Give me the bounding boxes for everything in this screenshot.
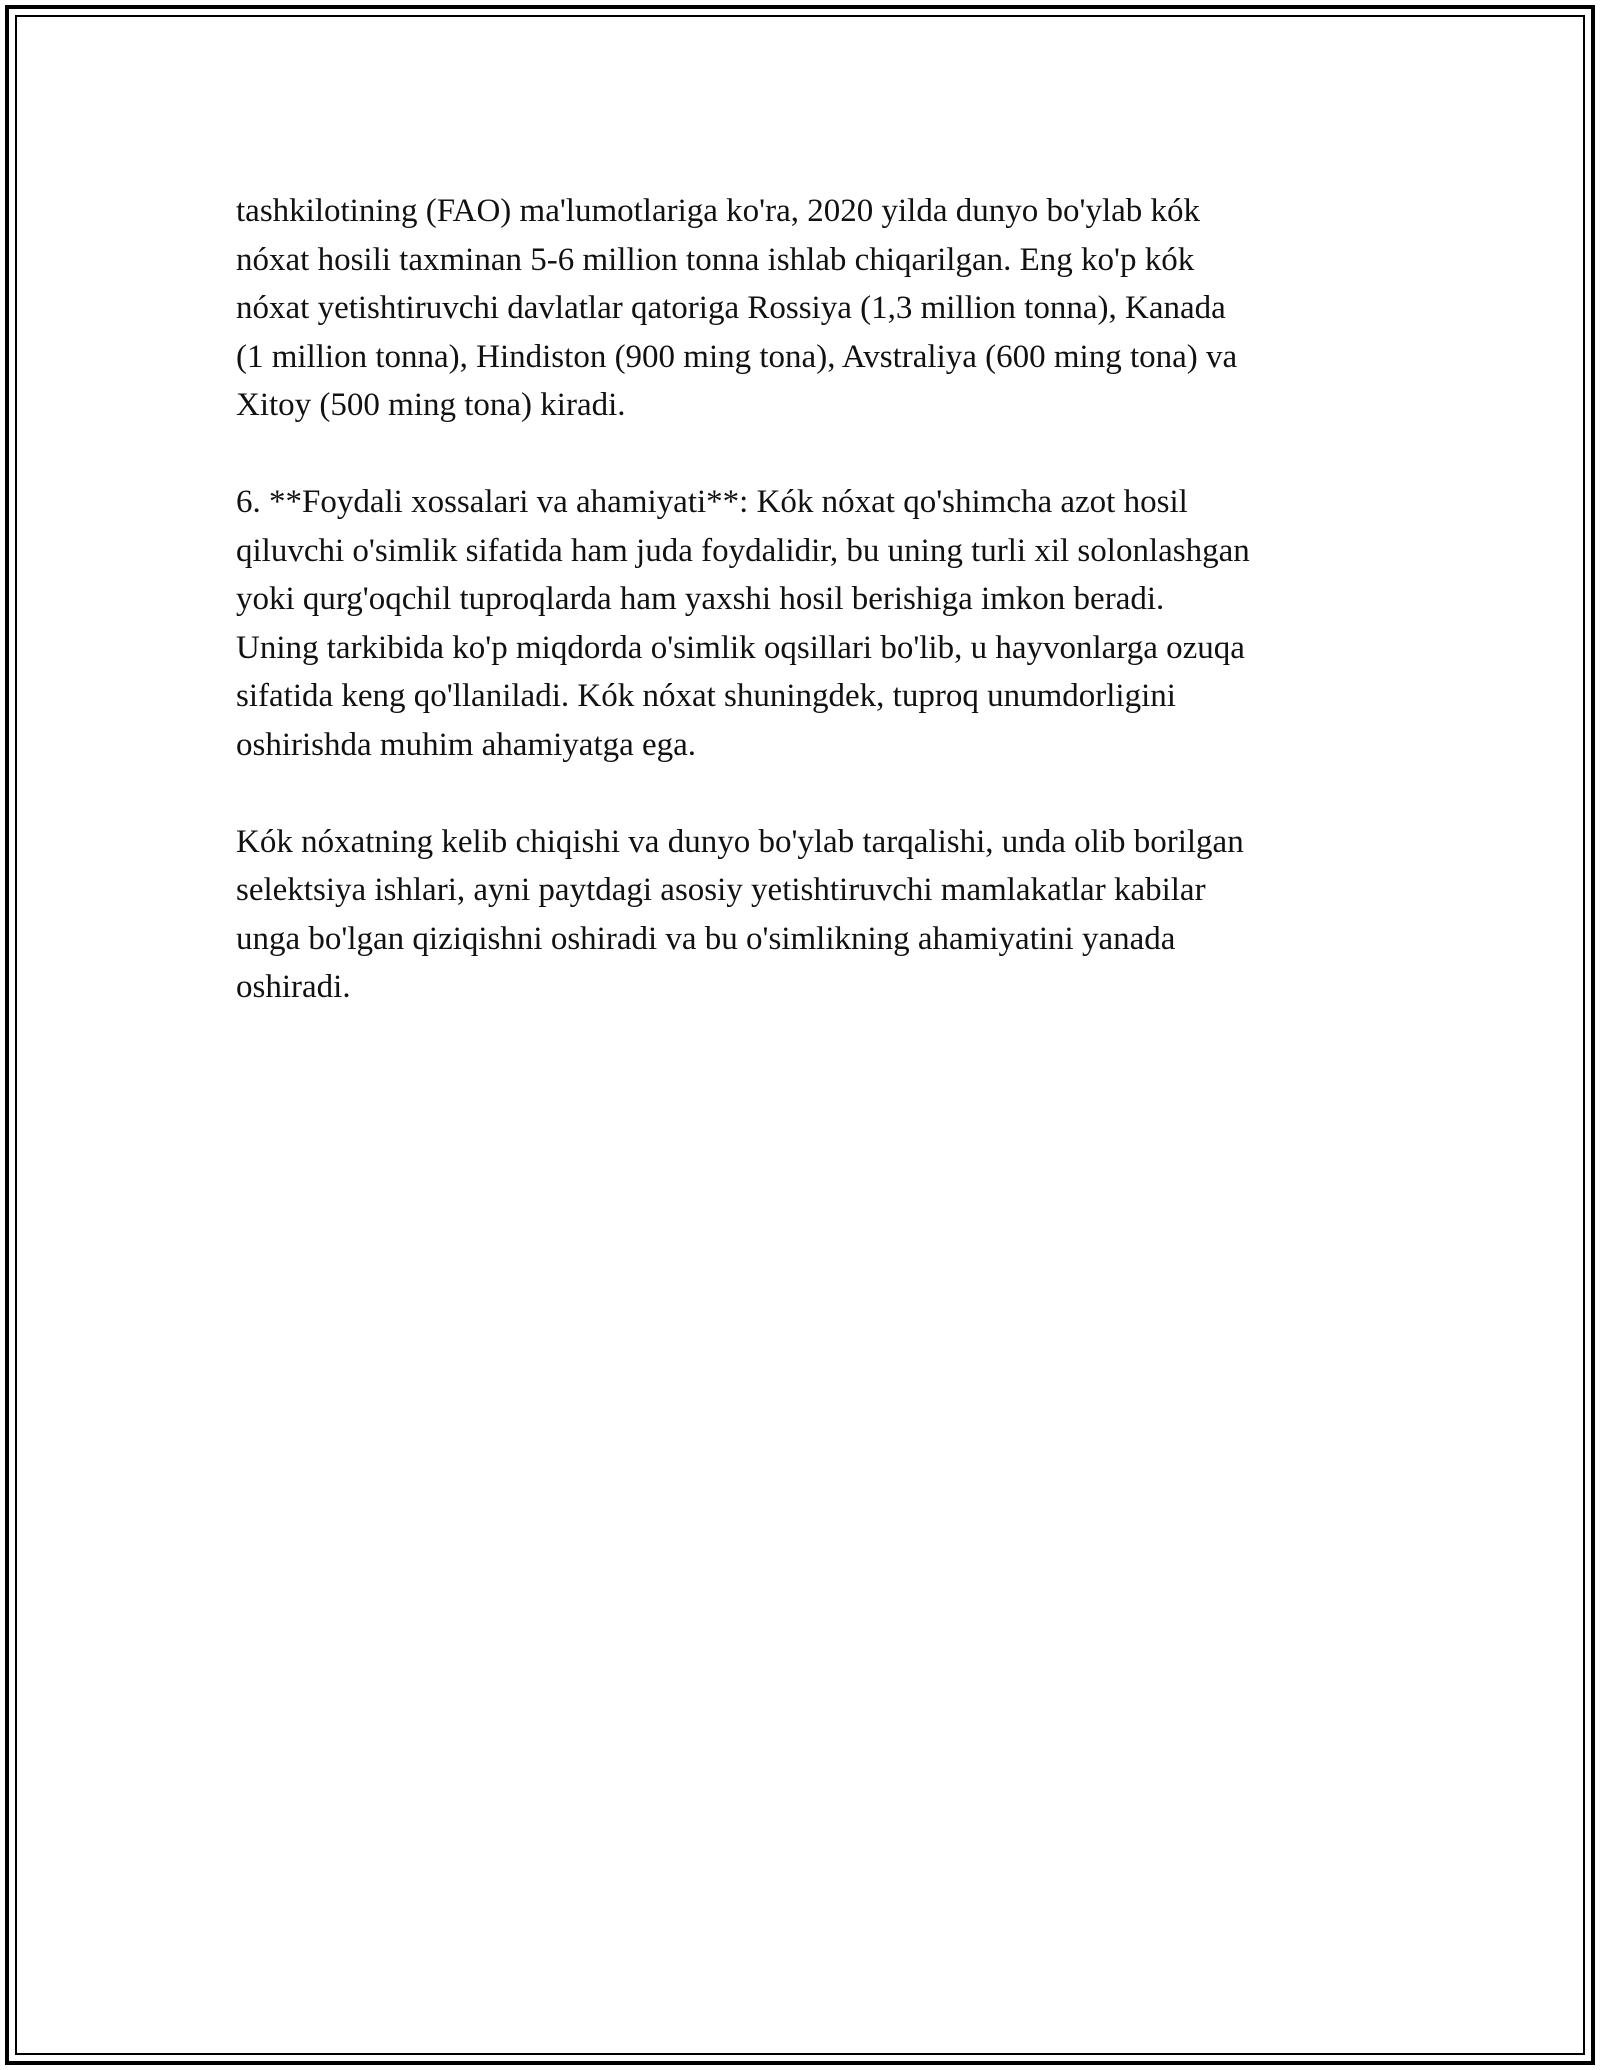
text-line: sifatida keng qo'llaniladi. Kók nóxat shuningdek, tuproq unumdorligini xyxy=(236,678,1176,714)
text-line: Kók nóxatning kelib chiqishi va dunyo bo'ylab tarqalishi, unda olib borilgan xyxy=(236,823,1244,860)
text-line: yoki qurg'oqchil tuproqlarda ham yaxshi hosil berishiga imkon beradi. xyxy=(236,581,1165,617)
text-line: (1 million tonna), Hindiston (900 ming tona), Avstraliya (600 ming tona) va xyxy=(236,338,1238,375)
paragraph-benefits xyxy=(236,478,1386,769)
text-line: tashkilotining (FAO) ma'lumotlariga ko'ra, 2020 yilda dunyo bo'ylab kók xyxy=(236,193,1201,229)
text-line: unga bo'lgan qiziqishni oshiradi va bu o'simlikning ahamiyatini yanada xyxy=(236,920,1176,957)
text-line: 6. **Foydali xossalari va ahamiyati**: Kók nóxat qo'shimcha azot hosil xyxy=(236,484,1188,520)
text-line: nóxat hosili taxminan 5-6 million tonna ishlab chiqarilgan. Eng ko'p kók xyxy=(236,241,1195,278)
document-body xyxy=(236,187,1386,1060)
paragraph-fao-production xyxy=(236,187,1386,430)
text-line: oshirishda muhim ahamiyatga ega. xyxy=(236,726,697,763)
text-line: selektsiya ishlari, ayni paytdagi asosiy yetishtiruvchi mamlakatlar kabilar xyxy=(236,872,1206,908)
text-line: Xitoy (500 ming tona) kiradi. xyxy=(236,387,626,423)
text-line: Uning tarkibida ko'p miqdorda o'simlik oqsillari bo'lib, u hayvonlarga ozuqa xyxy=(236,629,1245,666)
paragraph-conclusion xyxy=(236,818,1386,1012)
text-line: oshiradi. xyxy=(236,969,351,1005)
text-line: nóxat yetishtiruvchi davlatlar qatoriga Rossiya (1,3 million tonna), Kanada xyxy=(236,290,1226,326)
text-line: qiluvchi o'simlik sifatida ham juda foydalidir, bu uning turli xil solonlashgan xyxy=(236,532,1250,569)
